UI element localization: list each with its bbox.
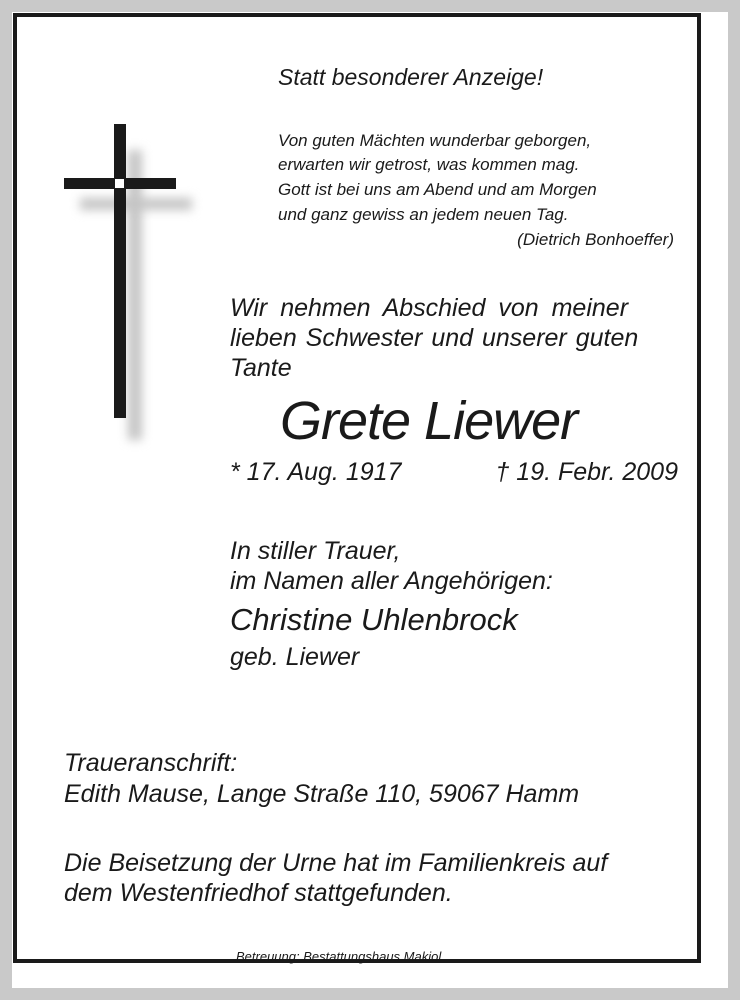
- footer-note: Betreuung: Bestattungshaus Makiol: [236, 949, 442, 964]
- burial-line: dem Westenfriedhof stattgefunden.: [64, 879, 453, 907]
- address-label: Traueranschrift:: [64, 749, 238, 777]
- cross-vertical-beam: [114, 124, 126, 418]
- mourners-line: In stiller Trauer,: [230, 537, 401, 565]
- burial-line: Die Beisetzung der Urne hat im Familienkreis auf: [64, 849, 608, 877]
- cross-center-mark: [115, 179, 124, 188]
- death-date: † 19. Febr. 2009: [495, 458, 678, 486]
- intro-line: Tante: [230, 354, 292, 382]
- intro-line: lieben Schwester und unserer guten: [230, 324, 639, 352]
- mourner-maiden-name: geb. Liewer: [230, 643, 360, 671]
- cross-shadow: [128, 150, 142, 440]
- mourner-name: Christine Uhlenbrock: [230, 602, 518, 637]
- address-value: Edith Mause, Lange Straße 110, 59067 Hamm: [64, 780, 580, 808]
- poem-author: (Dietrich Bonhoeffer): [517, 230, 674, 249]
- intro-line: Wir nehmen Abschied von meiner: [230, 294, 629, 322]
- header-title: Statt besonderer Anzeige!: [278, 64, 544, 90]
- poem-line: Gott ist bei uns am Abend und am Morgen: [278, 180, 597, 199]
- poem-line: Von guten Mächten wunderbar geborgen,: [278, 131, 592, 150]
- mourners-line: im Namen aller Angehörigen:: [230, 567, 553, 595]
- birth-date: * 17. Aug. 1917: [230, 458, 402, 486]
- poem-line: und ganz gewiss an jedem neuen Tag.: [278, 205, 569, 224]
- cross-shadow-bar: [80, 198, 192, 210]
- poem-line: erwarten wir getrost, was kommen mag.: [278, 155, 580, 174]
- deceased-name: Grete Liewer: [280, 391, 578, 451]
